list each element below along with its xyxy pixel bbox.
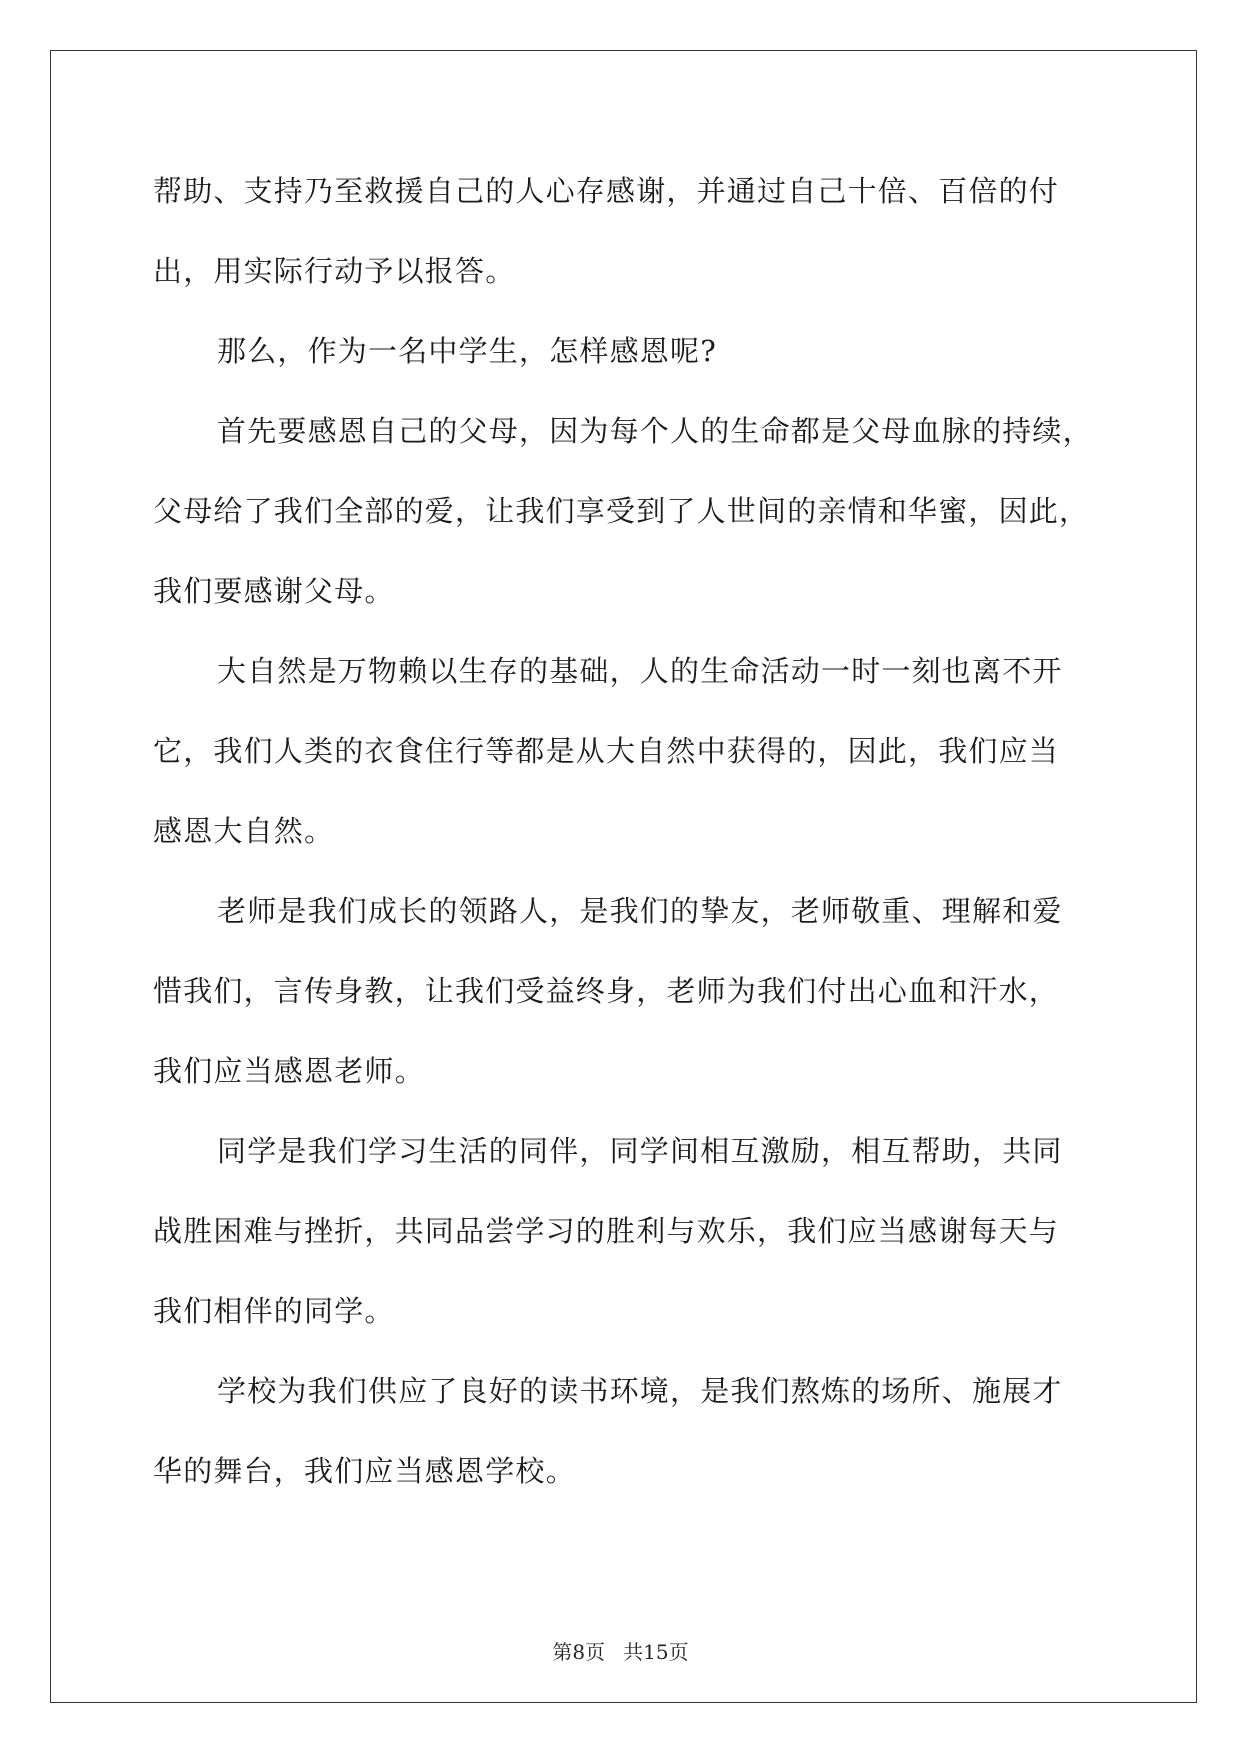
text-line: 惜我们，言传身教，让我们受益终身，老师为我们付出心血和汗水， [153, 974, 1060, 1008]
text-line: 它，我们人类的衣食住行等都是从大自然中获得的，因此，我们应当 [153, 734, 1060, 768]
text-line: 同学是我们学习生活的同伴，同学间相互激励，相互帮助，共同 [217, 1134, 1063, 1168]
text-line: 大自然是万物赖以生存的基础，人的生命活动一时一刻也离不开 [217, 654, 1063, 688]
text-line: 战胜困难与挫折，共同品尝学习的胜利与欢乐，我们应当感谢每天与 [153, 1214, 1060, 1248]
text-line: 我们要感谢父母。 [153, 574, 395, 608]
document-body [153, 151, 1093, 1511]
text-line: 我们相伴的同学。 [153, 1294, 395, 1328]
text-line: 首先要感恩自己的父母，因为每个人的生命都是父母血脉的持续， [217, 414, 1093, 448]
page-footer [0, 1636, 1241, 1665]
text-line: 老师是我们成长的领路人，是我们的挚友，老师敬重、理解和爱 [217, 894, 1063, 928]
text-line: 华的舞台，我们应当感恩学校。 [153, 1454, 576, 1488]
page-total: 共15页 [623, 1640, 689, 1664]
text-line: 学校为我们供应了良好的读书环境，是我们熬炼的场所、施展才 [217, 1374, 1063, 1408]
text-line: 帮助、支持乃至救援自己的人心存感谢，并通过自己十倍、百倍的付 [153, 174, 1060, 208]
text-line: 感恩大自然。 [153, 814, 335, 848]
text-line: 出，用实际行动予以报答。 [153, 254, 516, 288]
page-number: 第8页 [552, 1640, 606, 1664]
text-line: 我们应当感恩老师。 [153, 1054, 425, 1088]
text-line: 父母给了我们全部的爱，让我们享受到了人世间的亲情和华蜜，因此， [153, 494, 1090, 528]
text-line: 那么，作为一名中学生，怎样感恩呢? [217, 334, 717, 368]
